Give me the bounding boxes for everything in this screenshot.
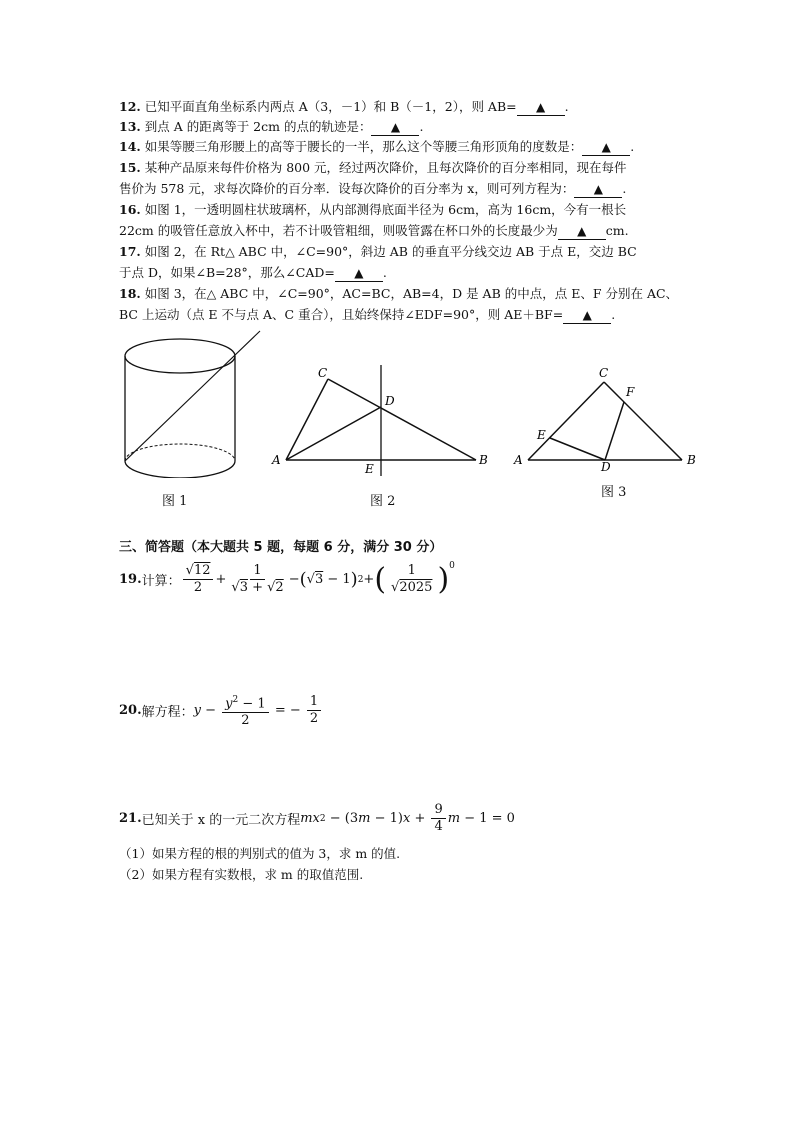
question-text: 如图 1，一透明圆柱状玻璃杯，从内部测得底面半径为 6cm，高为 16cm，今有一根长 xyxy=(144,202,627,217)
question-21-part-1: （1）如果方程的根的判别式的值为 3，求 m 的值. xyxy=(119,846,401,861)
answer-blank[interactable] xyxy=(574,181,622,198)
question-text: 某种产品原来每件价格为 800 元，经过两次降价，且每次降价的百分率相同，现在每件 xyxy=(144,160,627,175)
segment-df xyxy=(605,402,624,460)
segment-ed xyxy=(550,438,605,460)
answer-blank[interactable] xyxy=(517,99,565,116)
answer-blank[interactable] xyxy=(582,139,630,156)
question-text: 如图 2，在 Rt△ ABC 中，∠C=90°，斜边 AB 的垂直平分线交边 AB 于点 E，交边 BC xyxy=(144,244,637,259)
question-18-line2 xyxy=(119,306,615,324)
punct: . xyxy=(611,307,616,322)
punct: . xyxy=(382,265,387,280)
question-number: 12. xyxy=(119,99,141,114)
label-b: B xyxy=(479,453,488,467)
answer-blank[interactable] xyxy=(563,307,611,324)
formula-21: mx 2 − (3m − 1)x + $\frac{9}{4}$ m − 1 = 0 xyxy=(300,802,515,834)
question-text: 计算： xyxy=(141,574,181,589)
question-text: 已知关于 x 的一元二次方程 xyxy=(141,813,301,828)
cylinder-top-rim xyxy=(125,339,235,373)
question-number: 16. xyxy=(119,202,141,217)
triangle-icon: ▲ xyxy=(593,182,603,196)
question-18-line1 xyxy=(119,285,678,303)
question-number: 14. xyxy=(119,139,141,154)
question-17-line1 xyxy=(119,243,637,261)
question-21 xyxy=(119,802,515,835)
question-text: BC 上运动（点 E 不与点 A、C 重合），且始终保持∠EDF=90°，则 AE＋BF= xyxy=(119,307,564,322)
side-cb xyxy=(604,382,682,460)
figure-3-caption: 图 3 xyxy=(601,485,627,500)
question-text: 到点 A 的距离等于 2cm 的点的轨迹是： xyxy=(144,119,372,134)
question-text: 售价为 578 元，求每次降价的百分率．设每次降价的百分率为 x，则可列方程为： xyxy=(119,181,575,196)
figure-1-cylinder xyxy=(118,328,268,478)
question-12 xyxy=(119,98,569,116)
answer-blank[interactable] xyxy=(371,119,419,136)
question-text: 于点 D，如果∠B=28°，那么∠CAD= xyxy=(119,265,335,280)
label-c: C xyxy=(599,366,609,380)
question-number: 19. xyxy=(119,572,142,587)
triangle-icon: ▲ xyxy=(577,224,587,238)
triangle-icon: ▲ xyxy=(354,266,364,280)
figure-2-triangle xyxy=(268,360,498,480)
question-17-line2 xyxy=(119,264,387,282)
answer-blank[interactable] xyxy=(335,265,383,282)
label-a: A xyxy=(514,453,523,467)
question-text: 如图 3，在△ ABC 中，∠C=90°，AC=BC，AB=4，D 是 AB 的中点，点 E、F 分别在 AC、 xyxy=(144,286,679,301)
punct: . xyxy=(564,99,569,114)
question-number: 18. xyxy=(119,286,141,301)
figure-2-caption: 图 2 xyxy=(370,494,396,509)
question-13 xyxy=(119,118,423,136)
figure-3-triangle xyxy=(512,362,712,472)
label-d: D xyxy=(385,394,395,408)
punct: . xyxy=(419,119,424,134)
question-number: 13. xyxy=(119,119,141,134)
triangle-icon: ▲ xyxy=(390,120,401,134)
straw-line xyxy=(125,331,260,461)
cylinder-bottom-back xyxy=(125,444,235,461)
triangle-icon: ▲ xyxy=(536,100,546,114)
figure-1-caption: 图 1 xyxy=(162,494,188,509)
formula-19: $\frac{√12}{2}$ + $\frac{1}{√3 + √2}$ − ( √3 − 1 ) 2 + ( $\frac{1}{√2025}$ ) $^0$ xyxy=(181,562,455,597)
question-14 xyxy=(119,138,634,156)
question-number: 20. xyxy=(119,703,142,719)
label-a: A xyxy=(272,453,281,467)
question-text: 已知平面直角坐标系内两点 A（3，－1）和 B（－1，2），则 AB= xyxy=(144,99,517,114)
question-20 xyxy=(119,692,323,729)
question-number: 17. xyxy=(119,244,141,259)
question-15-line1 xyxy=(119,159,627,177)
label-d: D xyxy=(601,460,611,472)
label-e: E xyxy=(365,462,374,476)
question-15-line2 xyxy=(119,180,626,198)
question-text: 解方程： xyxy=(141,705,194,721)
triangle-icon: ▲ xyxy=(601,140,611,154)
question-text: 如果等腰三角形腰上的高等于腰长的一半，那么这个等腰三角形顶角的度数是： xyxy=(144,139,583,154)
triangle-icon: ▲ xyxy=(582,308,592,322)
side-cb xyxy=(328,379,476,460)
label-e: E xyxy=(537,428,546,442)
question-text: 22cm 的吸管任意放入杯中，若不计吸管粗细，则吸管露在杯口外的长度最少为 xyxy=(119,223,558,238)
punct: . xyxy=(622,181,627,196)
label-f: F xyxy=(626,385,635,399)
question-19 xyxy=(119,562,455,597)
section-heading: 三、简答题（本大题共 5 题，每题 6 分，满分 30 分） xyxy=(119,540,443,555)
answer-blank[interactable] xyxy=(558,223,606,240)
side-ac xyxy=(528,382,604,460)
question-16-line2 xyxy=(119,222,629,240)
label-c: C xyxy=(318,366,328,380)
formula-20: y − $\frac{y^2 - 1}{2}$ = − $\frac{1}{2}$ xyxy=(194,692,324,729)
question-number: 15. xyxy=(119,160,141,175)
cylinder-bottom-front xyxy=(125,461,235,478)
question-16-line1 xyxy=(119,201,626,219)
label-b: B xyxy=(687,453,696,467)
punct: . xyxy=(630,139,635,154)
question-number: 21. xyxy=(119,811,142,826)
question-21-part-2: （2）如果方程有实数根，求 m 的取值范围. xyxy=(119,867,364,882)
unit: cm. xyxy=(605,223,629,238)
